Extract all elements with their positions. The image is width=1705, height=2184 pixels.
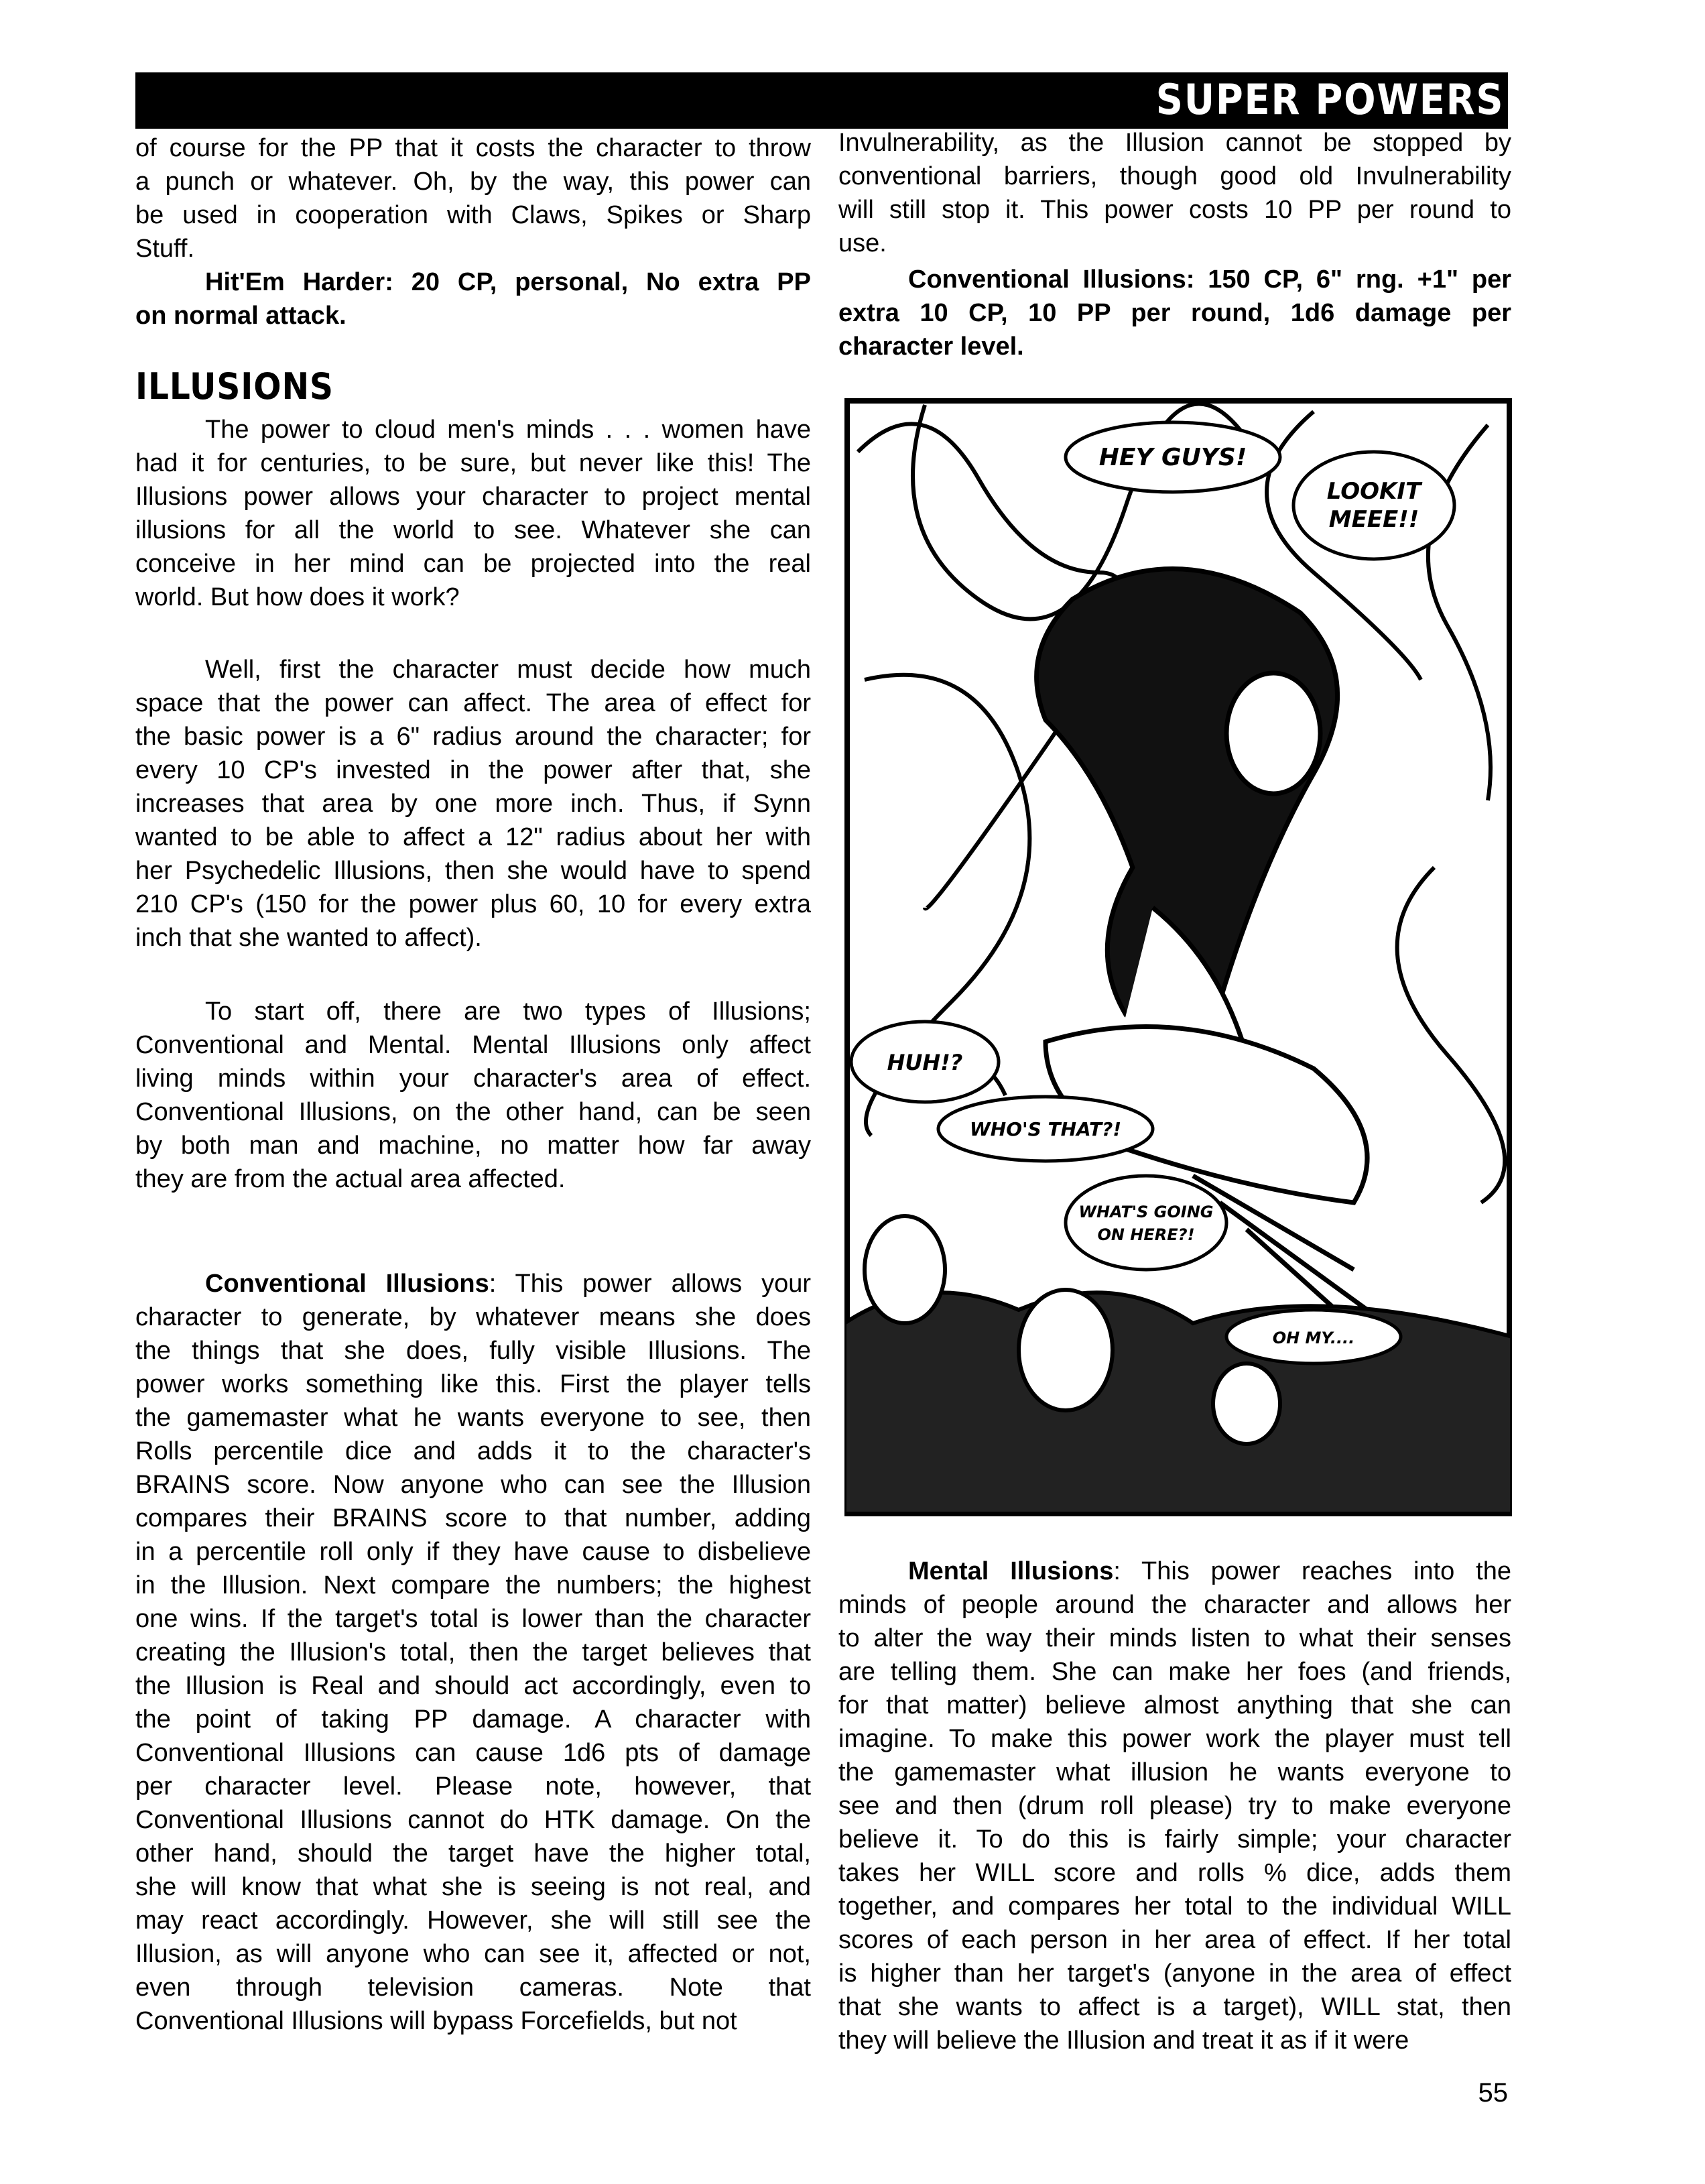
text-line <box>135 1937 811 1971</box>
text-line <box>135 1368 811 1401</box>
conventional-illusions-paragraph <box>135 1267 811 2038</box>
balloon-hey-guys: HEY GUYS! <box>1098 444 1247 471</box>
text-line <box>135 1602 811 1636</box>
text-line <box>838 1823 1511 1857</box>
text-line <box>135 198 811 232</box>
text-line <box>135 513 811 547</box>
text-line <box>135 1162 811 1196</box>
line-text: increases that area by one more inch. Thus, if Synn <box>135 790 811 818</box>
line-text: takes her WILL score and rolls % dice, adds them <box>838 1859 1511 1887</box>
line-text: Conventional and Mental. Mental Illusions only affect <box>135 1031 811 1059</box>
mental-illusions-paragraph <box>838 1555 1511 2058</box>
line-text: character level. <box>838 332 1024 361</box>
line-text: Rolls percentile dice and adds it to the character's <box>135 1437 811 1465</box>
line-text: even through television cameras. Note that <box>135 1974 811 2002</box>
line-text: in the Illusion. Next compare the numbers; the highest <box>135 1571 811 1599</box>
text-line <box>135 1636 811 1669</box>
intro-paragraph <box>135 131 811 265</box>
line-text: compares their BRAINS score to that number, adding <box>135 1504 811 1532</box>
text-line <box>838 1890 1511 1924</box>
line-text: extra 10 CP, 10 PP per round, 1d6 damage per <box>838 299 1511 327</box>
balloon-meee: MEEE!! <box>1328 506 1419 533</box>
line-text: minds of people around the character and allows her <box>838 1591 1511 1619</box>
page-number: 55 <box>1478 2078 1508 2108</box>
text-line <box>838 1957 1511 1991</box>
line-text: character to generate, by whatever means she does <box>135 1303 811 1331</box>
text-line <box>838 193 1511 227</box>
line-text: Stuff. <box>135 235 195 263</box>
text-line <box>135 232 811 265</box>
line-text: by both man and machine, no matter how far away <box>135 1132 811 1160</box>
line-text: together, and compares her total to the individual WILL <box>838 1892 1511 1921</box>
line-text: that she wants to affect is a target), WILL stat, then <box>838 1993 1511 2021</box>
line-text: per character level. Please note, however, that <box>135 1772 811 1801</box>
text-line <box>135 1870 811 1904</box>
line-text: Illusions power allows your character to project mental <box>135 483 811 511</box>
paragraph-lead: Mental Illusions <box>908 1557 1114 1585</box>
line-text: world. But how does it work? <box>135 583 460 611</box>
line-text: Conventional Illusions: 150 CP, 6" rng. +1" per <box>908 265 1511 294</box>
conventional-illusions-stats <box>838 263 1511 363</box>
line-text: creating the Illusion's total, then the target believes that <box>135 1638 811 1666</box>
illusion-types-paragraph <box>135 995 811 1196</box>
line-text: will still stop it. This power costs 10 PP per round to <box>838 196 1511 224</box>
text-line <box>135 1401 811 1435</box>
text-line <box>838 1924 1511 1957</box>
line-text: a punch or whatever. Oh, by the way, this power can <box>135 168 811 196</box>
text-line <box>135 299 811 332</box>
text-line <box>135 1971 811 2004</box>
line-text: Conventional Illusions will bypass Forcefields, but not <box>135 2007 737 2035</box>
paragraph-lead: Conventional Illusions <box>205 1270 489 1298</box>
text-line <box>838 1723 1511 1756</box>
line-text: every 10 CP's invested in the power after that, she <box>135 756 811 784</box>
text-line <box>135 446 811 480</box>
text-line <box>135 581 811 614</box>
line-text: for that matter) believe almost anything that she can <box>838 1691 1511 1719</box>
area-of-effect-paragraph <box>135 653 811 955</box>
line-text: other hand, should the target have the higher total, <box>135 1839 811 1868</box>
line-text: had it for centuries, to be sure, but never like this! The <box>135 449 811 477</box>
line-text: imagine. To make this power work the player must tell <box>838 1725 1511 1753</box>
text-line <box>838 330 1511 363</box>
line-text: the point of taking PP damage. A character with <box>135 1705 811 1734</box>
line-text: the gamemaster what he wants everyone to see, then <box>135 1404 811 1432</box>
text-line <box>135 1569 811 1602</box>
text-line <box>838 1689 1511 1723</box>
text-line <box>135 413 811 446</box>
section-title: SUPER POWERS <box>1155 75 1504 124</box>
line-text: The power to cloud men's minds . . . women have <box>205 416 811 444</box>
illusions-intro-paragraph <box>135 413 811 614</box>
text-line <box>135 720 811 753</box>
line-text: living minds within your character's area of effect. <box>135 1065 811 1093</box>
text-line <box>135 653 811 686</box>
line-text: the Illusion is Real and should act accordingly, even to <box>135 1672 811 1700</box>
line-text: believe it. To do this is fairly simple; your character <box>838 1825 1511 1854</box>
text-line <box>838 1622 1511 1656</box>
line-text: Illusion, as will anyone who can see it, affected or not, <box>135 1940 811 1968</box>
line-text: scores of each person in her area of effect. If her total <box>838 1926 1511 1954</box>
line-text: use. <box>838 229 887 257</box>
balloon-lookit: LOOKIT <box>1326 478 1422 505</box>
text-line <box>135 888 811 921</box>
text-line <box>135 1904 811 1937</box>
text-line <box>135 1468 811 1502</box>
text-line <box>135 547 811 581</box>
line-text: 210 CP's (150 for the power plus 60, 10 for every extra <box>135 890 811 918</box>
line-text: may react accordingly. However, she will still see the <box>135 1906 811 1935</box>
line-text: the basic power is a 6" radius around the character; for <box>135 723 811 751</box>
line-text: Hit'Em Harder: 20 CP, personal, No extra PP <box>205 268 811 296</box>
line-text: the gamemaster what illusion he wants everyone to <box>838 1758 1511 1786</box>
line-text: be used in cooperation with Claws, Spikes or Sharp <box>135 201 811 229</box>
line-text: one wins. If the target's total is lower than the character <box>135 1605 811 1633</box>
balloon-huh: HUH!? <box>887 1050 963 1075</box>
text-line <box>135 854 811 888</box>
invulnerability-paragraph <box>838 126 1511 260</box>
text-line <box>135 921 811 955</box>
line-text: are telling them. She can make her foes (and friends, <box>838 1658 1511 1686</box>
text-line <box>135 1435 811 1468</box>
line-text: To start off, there are two types of Illusions; <box>205 997 811 1026</box>
text-line <box>135 1669 811 1703</box>
text-line <box>135 1095 811 1129</box>
text-line <box>838 160 1511 193</box>
line-text: in a percentile roll only if they have cause to disbelieve <box>135 1538 811 1566</box>
text-line <box>135 1837 811 1870</box>
balloon-whats-going: WHAT'S GOING <box>1078 1203 1214 1221</box>
text-line <box>838 227 1511 260</box>
line-text: the things that she does, fully visible Illusions. The <box>135 1337 811 1365</box>
text-line <box>135 2004 811 2038</box>
text-line <box>135 1334 811 1368</box>
text-line <box>838 296 1511 330</box>
text-line <box>135 1129 811 1162</box>
text-line <box>838 1756 1511 1790</box>
text-line <box>838 1656 1511 1689</box>
line-text: power works something like this. First the player tells <box>135 1370 811 1398</box>
line-text: illusions for all the world to see. Whatever she can <box>135 516 811 544</box>
text-line <box>838 1790 1511 1823</box>
text-line <box>135 686 811 720</box>
text-line <box>838 1589 1511 1622</box>
text-line <box>135 1703 811 1736</box>
line-text: see and then (drum roll please) try to make everyone <box>838 1792 1511 1820</box>
line-text: is higher than her target's (anyone in the area of effect <box>838 1959 1511 1988</box>
text-line <box>838 1991 1511 2024</box>
text-line <box>135 131 811 165</box>
text-line <box>135 1535 811 1569</box>
line-text: her Psychedelic Illusions, then she would have to spend <box>135 857 811 885</box>
text-line <box>135 995 811 1028</box>
illusions-heading: ILLUSIONS <box>135 365 334 408</box>
section-header-bar <box>135 72 1508 129</box>
text-line <box>838 263 1511 296</box>
line-text: of course for the PP that it costs the character to throw <box>135 134 811 162</box>
text-line <box>838 1555 1511 1589</box>
text-line <box>135 1300 811 1334</box>
comic-illustration <box>844 398 1512 1516</box>
line-text: Conventional Illusions cannot do HTK damage. On the <box>135 1806 811 1834</box>
balloon-oh-my: OH MY.... <box>1272 1329 1355 1347</box>
text-line <box>135 1062 811 1095</box>
hit-em-harder-stats <box>135 265 811 332</box>
text-line <box>135 480 811 513</box>
text-line <box>135 753 811 787</box>
balloon-on-here: ON HERE?! <box>1097 1225 1195 1244</box>
line-text: : This power reaches into the <box>1113 1557 1511 1585</box>
line-text: on normal attack. <box>135 302 346 330</box>
text-line <box>135 1770 811 1803</box>
text-line <box>135 1267 811 1300</box>
text-line <box>135 1502 811 1535</box>
text-line <box>838 126 1511 160</box>
line-text: Conventional Illusions, on the other hand, can be seen <box>135 1098 811 1126</box>
line-text: conceive in her mind can be projected into the real <box>135 550 811 578</box>
text-line <box>838 1857 1511 1890</box>
line-text: space that the power can affect. The area of effect for <box>135 689 811 717</box>
text-line <box>838 2024 1511 2058</box>
line-text: : This power allows your <box>489 1270 811 1298</box>
line-text: they are from the actual area affected. <box>135 1165 566 1193</box>
line-text: BRAINS score. Now anyone who can see the Illusion <box>135 1471 811 1499</box>
balloon-whos-that: WHO'S THAT?! <box>969 1118 1122 1140</box>
line-text: Conventional Illusions can cause 1d6 pts of damage <box>135 1739 811 1767</box>
line-text: wanted to be able to affect a 12" radius about her with <box>135 823 811 851</box>
text-line <box>135 821 811 854</box>
text-line <box>135 1736 811 1770</box>
line-text: they will believe the Illusion and treat it as if it were <box>838 2026 1409 2055</box>
text-line <box>135 1803 811 1837</box>
line-text: Well, first the character must decide how much <box>205 656 811 684</box>
line-text: inch that she wanted to affect). <box>135 924 482 952</box>
text-line <box>135 787 811 821</box>
text-line <box>135 1028 811 1062</box>
line-text: she will know that what she is seeing is not real, and <box>135 1873 811 1901</box>
text-line <box>135 265 811 299</box>
text-line <box>135 165 811 198</box>
line-text: Invulnerability, as the Illusion cannot be stopped by <box>838 129 1511 157</box>
line-text: to alter the way their minds listen to what their senses <box>838 1624 1511 1652</box>
line-text: conventional barriers, though good old Invulnerability <box>838 162 1511 190</box>
